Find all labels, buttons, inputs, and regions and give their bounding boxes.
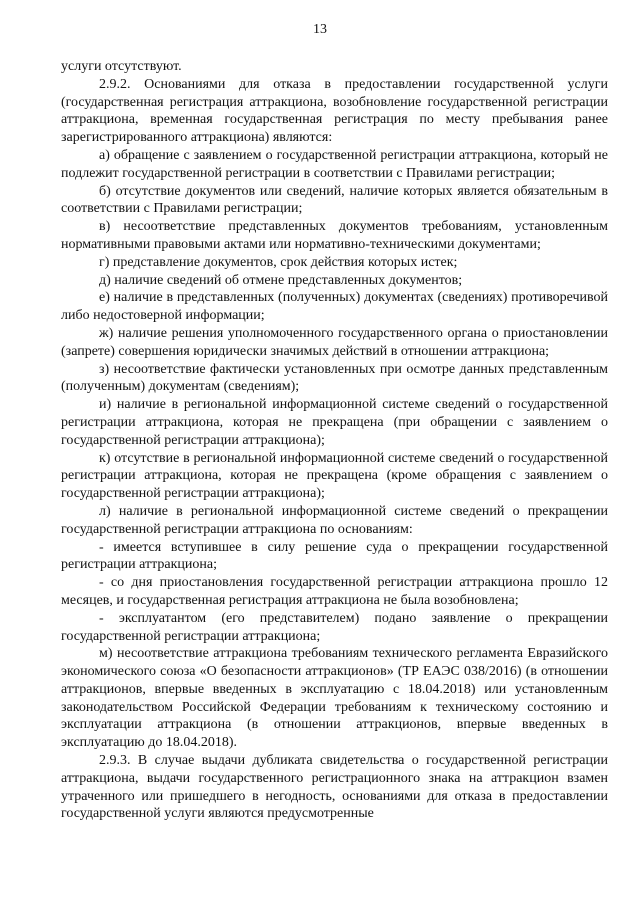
paragraph: м) несоответствие аттракциона требованиям технического регламента Евразийского экономического союза «О безопасности аттракционов» (ТР ЕАЭС 038/2016) (в отношении аттракционов, впервые введенных в эксплуатацию с 18.04.2018) или установленным законодательством Российской Федерации требованиям к техническому состоянию и эксплуатации аттракциона (в отношении аттракционов, впервые введенных в эксплуатацию до 18.04.2018).	[61, 646, 608, 751]
page-number: 13	[313, 22, 327, 37]
paragraph: - со дня приостановления государственной регистрации аттракциона прошло 12 месяцев, и государственная регистрация аттракциона не была возобновлена;	[61, 575, 608, 608]
paragraph: в) несоответствие представленных документов требованиям, установленным нормативными правовыми актами или нормативно-техническими документами;	[61, 219, 608, 252]
document-body	[61, 58, 608, 823]
paragraph: - имеется вступившее в силу решение суда о прекращении государственной регистрации аттракциона;	[61, 539, 608, 573]
paragraph: д) наличие сведений об отмене представленных документов;	[99, 272, 463, 288]
paragraph: и) наличие в региональной информационной системе сведений о государственной регистрации аттракциона, которая не прекращена (при обращении с заявлением о государственной регистрации аттракциона);	[61, 397, 608, 448]
paragraph: услуги отсутствуют.	[61, 59, 182, 74]
paragraph: л) наличие в региональной информационной системе сведений о прекращении государственной регистрации аттракциона по основаниям:	[61, 503, 608, 537]
paragraph: 2.9.3. В случае выдачи дубликата свидетельства о государственной регистрации аттракциона, выдачи государственного регистрационного знака на аттракцион взамен утраченного или пришедшего в негодность, основаниями для отказа в предоставлении государственной услуги являются предусмотренные	[61, 753, 608, 822]
paragraph: е) наличие в представленных (полученных) документах (сведениях) противоречивой либо недостоверной информации;	[61, 290, 608, 324]
paragraph: з) несоответствие фактически установленных при осмотре данных представленным (полученным) документам (сведениям);	[61, 361, 608, 395]
paragraph: б) отсутствие документов или сведений, наличие которых является обязательным в соответствии с Правилами регистрации;	[61, 183, 608, 217]
paragraph: - эксплуатантом (его представителем) подано заявление о прекращении государственной регистрации аттракциона;	[61, 610, 608, 644]
paragraph: ж) наличие решения уполномоченного государственного органа о приостановлении (запрете) совершения юридически значимых действий в отношении аттракциона;	[61, 325, 608, 359]
paragraph: а) обращение с заявлением о государственной регистрации аттракциона, который не подлежит государственной регистрации в соответствии с Правилами регистрации;	[61, 147, 608, 181]
paragraph: к) отсутствие в региональной информационной системе сведений о государственной регистрации аттракциона, которая не прекращена (кроме обращения с заявлением о государственной регистрации аттракциона);	[61, 450, 608, 502]
paragraph: 2.9.2. Основаниями для отказа в предоставлении государственной услуги (государственная регистрация аттракциона, возобновление государственной регистрации аттракциона, временная государственная регистрация по месту пребывания ранее зарегистрированного аттракциона) являются:	[61, 76, 608, 146]
paragraph: г) представление документов, срок действия которых истек;	[99, 254, 458, 270]
